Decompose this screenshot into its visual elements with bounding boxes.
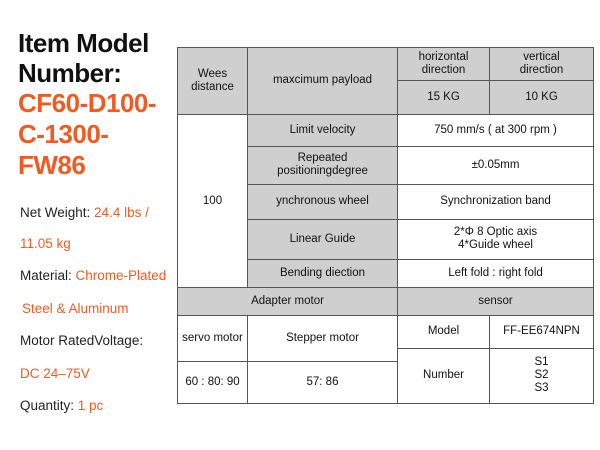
sensor-model-value: FF-EE674NPN: [490, 316, 594, 349]
adapter-motor-header: Adapter motor: [178, 288, 398, 316]
voltage-value: DC 24–75V: [20, 366, 90, 381]
linear-guide-value: 2*Φ 8 Optic axis 4*Guide wheel: [398, 219, 594, 259]
max-payload-header: maxcimum payload: [248, 48, 398, 115]
repeated-positioning-value: ±0.05mm: [398, 146, 594, 184]
voltage-row: [20, 333, 143, 348]
item-model-heading-1: Item Model: [18, 28, 149, 58]
horizontal-direction-header: horizontal direction: [398, 48, 490, 81]
horizontal-value: 15 KG: [398, 80, 490, 114]
net-weight-kg: 11.05 kg: [20, 236, 71, 251]
material-label: Material:: [20, 268, 76, 283]
sync-wheel-label: ynchronous wheel: [248, 184, 398, 219]
stepper-motor-value: 57: 86: [248, 361, 398, 403]
model-number-3: FW86: [18, 150, 86, 180]
vertical-value: 10 KG: [490, 80, 594, 114]
servo-motor-value: 60 : 80: 90: [178, 361, 248, 403]
model-number-1: CF60-D100-: [18, 88, 157, 118]
vertical-direction-header: vertical direction: [490, 48, 594, 81]
net-weight-lbs: 24.4 lbs /: [94, 205, 149, 220]
servo-motor-label: servo motor: [178, 316, 248, 362]
material-value-2: Steel & Aluminum: [22, 301, 129, 316]
bending-direction-label: Bending diection: [248, 259, 398, 288]
net-weight-label: Net Weight:: [20, 205, 95, 220]
spec-table: [177, 47, 594, 404]
linear-guide-label: Linear Guide: [248, 219, 398, 259]
bending-direction-value: Left fold : right fold: [398, 259, 594, 288]
voltage-value-row: [20, 366, 90, 381]
material-row-2: [22, 301, 129, 316]
limit-velocity-label: Limit velocity: [248, 114, 398, 146]
item-model-heading-2: Number:: [18, 58, 122, 88]
net-weight-kg-row: [20, 236, 71, 251]
quantity-label: Quantity:: [20, 398, 78, 413]
net-weight-row: [20, 205, 149, 220]
repeated-positioning-label: Repeated positioningdegree: [248, 146, 398, 184]
sensor-header: sensor: [398, 288, 594, 316]
wees-distance-header: Wees distance: [178, 48, 248, 115]
quantity-row: [20, 398, 103, 413]
stepper-motor-label: Stepper motor: [248, 316, 398, 362]
limit-velocity-value: 750 mm/s ( at 300 rpm ): [398, 114, 594, 146]
material-value-1: Chrome-Plated: [75, 268, 167, 283]
sensor-number-value: S1 S2 S3: [490, 348, 594, 403]
sensor-number-label: Number: [398, 348, 490, 403]
voltage-label: Motor RatedVoltage:: [20, 333, 144, 348]
quantity-value: 1 pc: [77, 398, 104, 413]
distance-value: 100: [178, 114, 248, 288]
sensor-model-label: Model: [398, 316, 490, 349]
product-info-panel: [18, 28, 178, 181]
material-row: [20, 268, 166, 283]
sync-wheel-value: Synchronization band: [398, 184, 594, 219]
model-number-2: C-1300-: [18, 119, 109, 149]
